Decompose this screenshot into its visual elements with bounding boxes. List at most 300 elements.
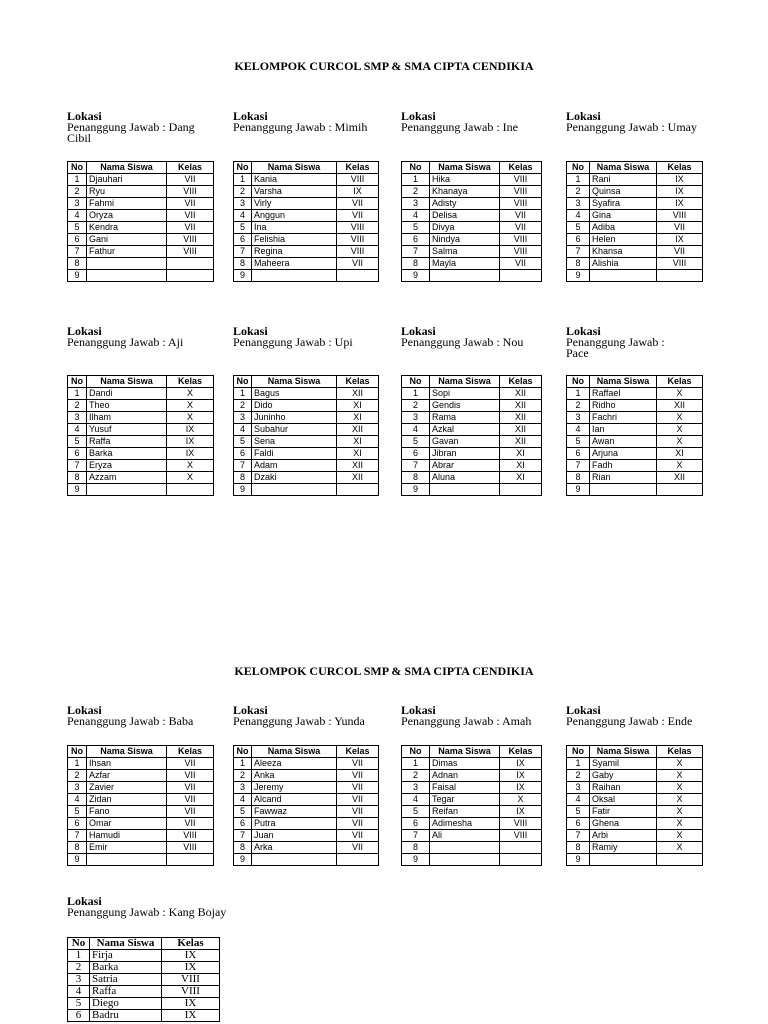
group-header [566,110,697,133]
penanggung-jawab-label: Penanggung Jawab : Dang Cibil [67,120,195,145]
student-class: XI [337,448,379,460]
table-row [234,806,379,818]
student-name: Arjuna [590,448,657,460]
student-name: Hika [430,174,500,186]
student-name: Djauhari [87,174,167,186]
student-name: Ridho [590,400,657,412]
table-row [234,436,379,448]
student-class: XI [337,412,379,424]
row-number: 4 [68,986,90,998]
student-class: XII [500,388,542,400]
student-class: VIII [167,246,214,258]
student-class: VII [167,770,214,782]
table-row [68,794,214,806]
row-number: 8 [567,258,590,270]
header-kelas: Kelas [500,162,542,174]
row-number: 8 [234,258,252,270]
table-row [567,842,703,854]
row-number: 7 [68,460,87,472]
row-number: 8 [68,842,87,854]
header-nama-siswa: Nama Siswa [430,162,500,174]
student-class: XII [337,388,379,400]
table-row [68,210,214,222]
row-number: 2 [567,400,590,412]
table-row [68,424,214,436]
student-class: XI [500,472,542,484]
header-nama-siswa: Nama Siswa [430,376,500,388]
group-header [401,110,518,133]
student-name: Alcand [252,794,337,806]
table-row [68,198,214,210]
student-class: X [167,460,214,472]
student-class: X [657,782,703,794]
table-row [68,962,220,974]
student-name: Fadh [590,460,657,472]
student-table [566,745,703,866]
row-number: 2 [234,186,252,198]
row-number: 5 [234,222,252,234]
student-class: VII [167,222,214,234]
student-class: VII [337,818,379,830]
table-row [402,198,542,210]
table-row [68,830,214,842]
table-row [567,770,703,782]
row-number: 7 [567,830,590,842]
student-table [233,375,379,496]
header-no: No [567,746,590,758]
table-header-row [68,938,220,950]
student-name [87,854,167,866]
student-name: Raffa [87,436,167,448]
student-class [657,854,703,866]
student-class: VIII [162,974,220,986]
student-name: Reifan [430,806,500,818]
student-name [87,484,167,496]
row-number: 7 [234,460,252,472]
table-row [68,854,214,866]
row-number: 4 [68,210,87,222]
student-name [430,484,500,496]
student-class: X [167,412,214,424]
student-class: VIII [162,986,220,998]
header-kelas: Kelas [500,376,542,388]
student-class: X [500,794,542,806]
table-row [402,830,542,842]
header-nama-siswa: Nama Siswa [590,746,657,758]
row-number: 7 [68,246,87,258]
student-table [233,745,379,866]
table-header-row [402,746,542,758]
student-table [401,161,542,282]
header-no: No [68,938,90,950]
student-class: VII [167,782,214,794]
student-class: VIII [500,198,542,210]
row-number: 5 [68,998,90,1010]
penanggung-jawab-label: Penanggung Jawab : Ine [401,120,518,134]
row-number: 1 [234,174,252,186]
row-number: 4 [234,210,252,222]
table-row [68,842,214,854]
header-no: No [402,746,430,758]
table-row [402,174,542,186]
student-name: Anka [252,770,337,782]
student-class: VIII [167,234,214,246]
row-number: 8 [567,472,590,484]
student-name: Fathur [87,246,167,258]
student-class: XI [500,448,542,460]
student-name: Fachri [590,412,657,424]
row-number: 9 [68,484,87,496]
group-header [67,110,195,144]
student-name: Yusuf [87,424,167,436]
table-row [68,436,214,448]
student-class [337,270,379,282]
student-class: VIII [337,222,379,234]
student-class: IX [500,782,542,794]
lokasi-label: Lokasi [566,324,601,338]
student-class: XII [500,436,542,448]
table-row [402,794,542,806]
row-number: 4 [402,210,430,222]
student-class: VII [500,210,542,222]
student-class: VII [657,222,703,234]
table-row [234,830,379,842]
table-row [68,186,214,198]
student-class: X [657,436,703,448]
row-number: 6 [234,818,252,830]
table-row [402,854,542,866]
student-name: Syafira [590,198,657,210]
student-class [337,484,379,496]
student-class: IX [167,448,214,460]
student-name: Raihan [590,782,657,794]
row-number: 4 [234,424,252,436]
row-number: 8 [402,258,430,270]
table-row [234,782,379,794]
student-name: Khanaya [430,186,500,198]
row-number: 2 [234,400,252,412]
student-name: Barka [90,962,162,974]
table-row [68,270,214,282]
student-name: Juan [252,830,337,842]
student-name: Raffael [590,388,657,400]
row-number: 5 [234,806,252,818]
student-class: VIII [500,174,542,186]
row-number: 8 [234,472,252,484]
header-no: No [234,162,252,174]
student-name: Khansa [590,246,657,258]
page-title: KELOMPOK CURCOL SMP & SMA CIPTA CENDIKIA [234,59,534,73]
group-header [233,110,367,133]
row-number: 8 [68,472,87,484]
header-nama-siswa: Nama Siswa [430,746,500,758]
student-class [167,854,214,866]
header-no: No [68,376,87,388]
student-class: IX [337,186,379,198]
header-nama-siswa: Nama Siswa [90,938,162,950]
student-class [500,270,542,282]
table-header-row [68,376,214,388]
student-name [430,854,500,866]
row-number: 9 [567,270,590,282]
table-row [567,210,703,222]
student-class: VII [337,758,379,770]
row-number: 1 [234,388,252,400]
table-row [402,186,542,198]
student-class: XII [500,400,542,412]
student-class: VII [657,246,703,258]
student-class: IX [657,198,703,210]
row-number: 1 [68,174,87,186]
row-number: 6 [234,234,252,246]
table-row [234,258,379,270]
student-class [337,854,379,866]
header-no: No [402,162,430,174]
student-name: Gendis [430,400,500,412]
student-class: X [657,412,703,424]
student-class: VII [167,758,214,770]
student-name: Rani [590,174,657,186]
student-name: Salma [430,246,500,258]
row-number: 5 [402,806,430,818]
student-name: Ryu [87,186,167,198]
student-name: Theo [87,400,167,412]
penanggung-jawab-label: Penanggung Jawab : Upi [233,335,353,349]
student-class: XII [500,412,542,424]
student-name: Putra [252,818,337,830]
header-nama-siswa: Nama Siswa [87,162,167,174]
table-row [68,222,214,234]
student-name: Gina [590,210,657,222]
header-nama-siswa: Nama Siswa [87,746,167,758]
table-row [68,782,214,794]
student-class: XI [657,448,703,460]
table-row [234,412,379,424]
table-row [234,174,379,186]
student-class: IX [500,806,542,818]
table-row [402,234,542,246]
row-number: 7 [567,460,590,472]
table-row [234,222,379,234]
student-name [87,270,167,282]
row-number: 4 [567,424,590,436]
table-row [402,270,542,282]
row-number: 1 [402,758,430,770]
row-number: 3 [567,412,590,424]
row-number: 6 [402,818,430,830]
table-row [567,424,703,436]
row-number: 5 [567,436,590,448]
student-table [67,375,214,496]
table-row [234,448,379,460]
student-class: IX [657,186,703,198]
table-row [234,770,379,782]
student-table [566,375,703,496]
student-name: Kendra [87,222,167,234]
student-class: XII [500,424,542,436]
student-class: VII [337,830,379,842]
row-number: 7 [234,246,252,258]
table-row [567,234,703,246]
student-class: VIII [337,234,379,246]
row-number: 6 [68,448,87,460]
table-row [402,448,542,460]
row-number: 4 [402,794,430,806]
student-name: Aleeza [252,758,337,770]
student-name: Raffa [90,986,162,998]
student-name: Barka [87,448,167,460]
student-class [500,484,542,496]
row-number: 1 [234,758,252,770]
table-row [234,234,379,246]
student-name: Ramiy [590,842,657,854]
header-kelas: Kelas [167,376,214,388]
student-class: X [657,770,703,782]
table-row [402,246,542,258]
student-name: Ina [252,222,337,234]
student-name: Felishia [252,234,337,246]
row-number: 7 [234,830,252,842]
row-number: 5 [68,222,87,234]
student-class: VIII [167,830,214,842]
row-number: 9 [567,484,590,496]
table-row [567,794,703,806]
row-number: 8 [234,842,252,854]
row-number: 9 [234,854,252,866]
student-name: Satria [90,974,162,986]
student-name: Sopi [430,388,500,400]
table-row [68,806,214,818]
table-row [402,388,542,400]
penanggung-jawab-label: Penanggung Jawab : Ende [566,714,693,728]
student-class: X [657,818,703,830]
row-number: 9 [68,854,87,866]
penanggung-jawab-label: Penanggung Jawab : Aji [67,335,184,349]
lokasi-label: Lokasi [233,703,268,717]
student-class: XI [337,436,379,448]
student-class: IX [500,770,542,782]
table-row [234,818,379,830]
table-row [68,974,220,986]
header-kelas: Kelas [657,376,703,388]
student-name: Syamil [590,758,657,770]
table-row [234,854,379,866]
table-row [567,246,703,258]
student-name: Fawwaz [252,806,337,818]
row-number: 1 [68,758,87,770]
row-number: 4 [567,794,590,806]
row-number: 5 [402,222,430,234]
row-number: 3 [68,412,87,424]
student-class: VIII [657,258,703,270]
student-name: Rama [430,412,500,424]
row-number: 3 [567,782,590,794]
student-name: Juninho [252,412,337,424]
row-number: 6 [68,1010,90,1022]
header-kelas: Kelas [167,162,214,174]
student-name: Anggun [252,210,337,222]
student-name: Eryza [87,460,167,472]
table-row [234,424,379,436]
student-class: VIII [167,186,214,198]
student-name: Badru [90,1010,162,1022]
group-header [67,704,193,727]
header-nama-siswa: Nama Siswa [252,162,337,174]
student-name: Subahur [252,424,337,436]
student-name: Regina [252,246,337,258]
student-name: Fatir [590,806,657,818]
student-class: X [657,794,703,806]
group-header [401,704,531,727]
student-class: VII [337,842,379,854]
lokasi-label: Lokasi [566,703,601,717]
row-number: 2 [68,962,90,974]
student-class: VII [167,198,214,210]
student-name: Tegar [430,794,500,806]
header-kelas: Kelas [657,162,703,174]
row-number: 5 [567,222,590,234]
header-kelas: Kelas [167,746,214,758]
table-row [68,998,220,1010]
penanggung-jawab-label: Penanggung Jawab : Baba [67,714,194,728]
student-class: IX [167,424,214,436]
row-number: 3 [234,412,252,424]
student-name: Oksal [590,794,657,806]
lokasi-label: Lokasi [401,109,436,123]
row-number: 4 [68,794,87,806]
row-number: 8 [402,472,430,484]
table-row [68,472,214,484]
row-number: 8 [402,842,430,854]
header-kelas: Kelas [337,376,379,388]
header-kelas: Kelas [162,938,220,950]
student-class: VII [337,806,379,818]
penanggung-jawab-label: Penanggung Jawab : Mimih [233,120,368,134]
lokasi-label: Lokasi [67,109,102,123]
student-name [252,854,337,866]
student-table [67,745,214,866]
table-row [567,222,703,234]
table-row [567,270,703,282]
student-name: Adnan [430,770,500,782]
row-number: 6 [567,448,590,460]
student-class: VII [167,806,214,818]
row-number: 2 [402,186,430,198]
student-table [566,161,703,282]
student-name: Dzaki [252,472,337,484]
row-number: 1 [68,950,90,962]
header-no: No [68,746,87,758]
row-number: 4 [234,794,252,806]
lokasi-label: Lokasi [401,324,436,338]
student-name [590,270,657,282]
student-class: VII [337,198,379,210]
student-name: Abrar [430,460,500,472]
student-name: Adisty [430,198,500,210]
table-row [68,986,220,998]
student-class: X [657,388,703,400]
student-class: VII [337,794,379,806]
student-name: Awan [590,436,657,448]
table-row [68,388,214,400]
row-number: 3 [234,198,252,210]
student-name: Dimas [430,758,500,770]
row-number: 1 [402,388,430,400]
row-number: 5 [402,436,430,448]
table-row [402,460,542,472]
row-number: 9 [68,270,87,282]
student-name: Emir [87,842,167,854]
